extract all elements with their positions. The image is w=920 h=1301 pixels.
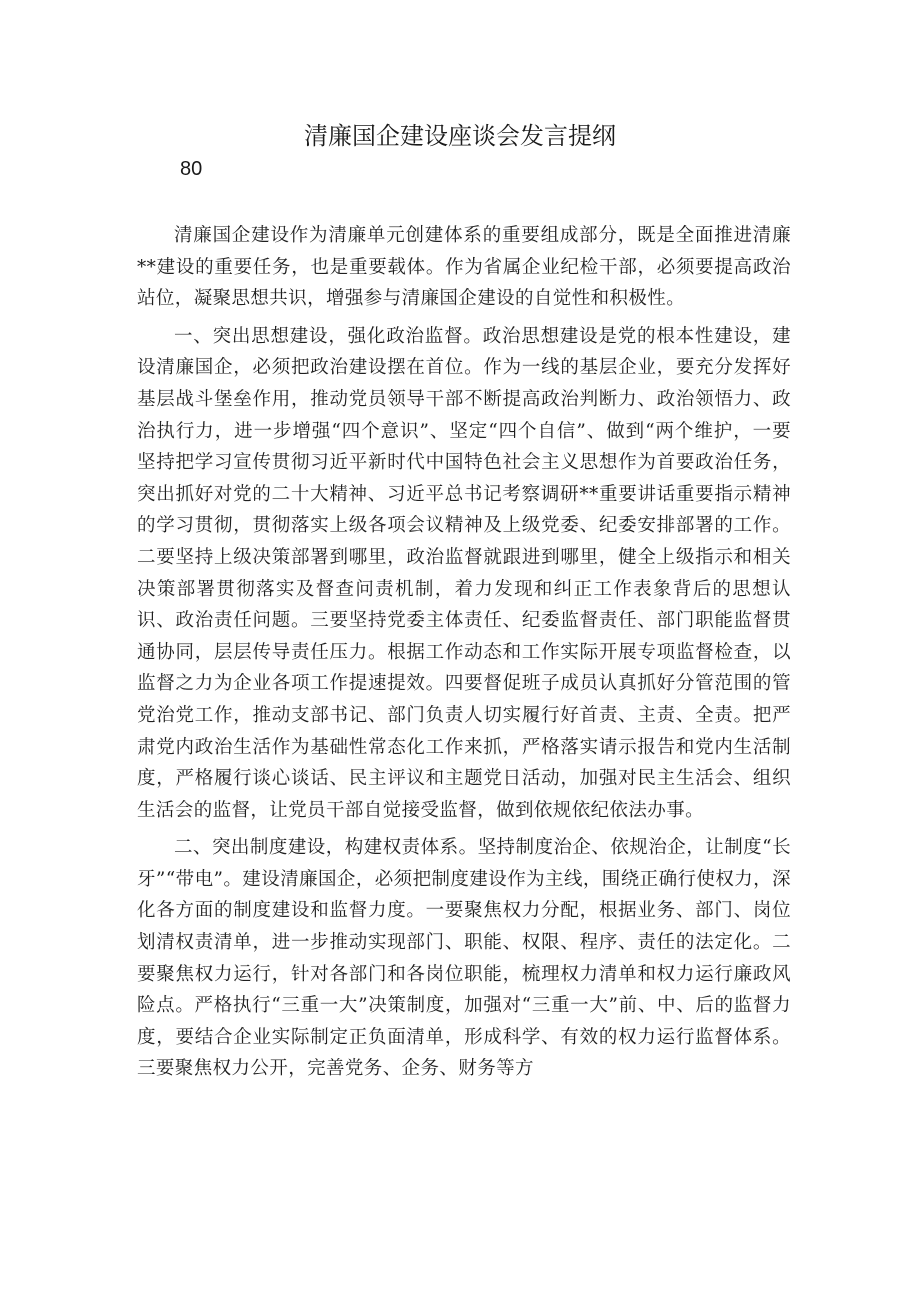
document-body <box>137 220 791 1085</box>
paragraph-section-1: 一、突出思想建设，强化政治监督。政治思想建设是党的根本性建设，建设清廉国企，必须把政治建设摆在首位。作为一线的基层企业，要充分发挥好基层战斗堡垒作用，推动党员领导干部不断提高政治判断力、政治领悟力、政治执行力，进一步增强“四个意识”、坚定“四个自信”、做到“两个维护，一要坚持把学习宣传贯彻习近平新时代中国特色社会主义思想作为首要政治任务，突出抓好对党的二十大精神、习近平总书记考察调研**重要讲话重要指示精神的学习贯彻，贯彻落实上级各项会议精神及上级党委、纪委安排部署的工作。二要坚持上级决策部署到哪里，政治监督就跟进到哪里，健全上级指示和相关决策部署贯彻落实及督查问责机制，着力发现和纠正工作表象背后的思想认识、政治责任问题。三要坚持党委主体责任、纪委监督责任、部门职能监督贯通协同，层层传导责任压力。根据工作动态和工作实际开展专项监督检查，以监督之力为企业各项工作提速提效。四要督促班子成员认真抓好分管范围的管党治党工作，推动支部书记、部门负责人切实履行好首责、主责、全责。把严肃党内政治生活作为基础性常态化工作来抓，严格落实请示报告和党内生活制度，严格履行谈心谈话、民主评议和主题党日活动，加强对民主生活会、组织生活会的监督，让党员干部自觉接受监督，做到依规依纪依法办事。 <box>137 325 791 821</box>
paragraph-intro: 清廉国企建设作为清廉单元创建体系的重要组成部分，既是全面推进清廉**建设的重要任务，也是重要载体。作为省属企业纪检干部，必须要提高政治站位，凝聚思想共识，增强参与清廉国企建设的自觉性和积极性。 <box>137 225 791 310</box>
document-number: 80 <box>180 158 203 180</box>
document-title: 清廉国企建设座谈会发言提纲 <box>304 122 616 150</box>
paragraph-section-2: 二、突出制度建设，构建权责体系。坚持制度治企、依规治企，让制度“长牙”“带电”。建设清廉国企，必须把制度建设作为主线，围绕正确行使权力，深化各方面的制度建设和监督力度。一要聚焦权力分配，根据业务、部门、岗位划清权责清单，进一步推动实现部门、职能、权限、程序、责任的法定化。二要聚焦权力运行，针对各部门和各岗位职能，梳理权力清单和权力运行廉政风险点。严格执行“三重一大”决策制度，加强对“三重一大”前、中、后的监督力度，要结合企业实际制定正负面清单，形成科学、有效的权力运行监督体系。三要聚焦权力公开，完善党务、企务、财务等方 <box>137 837 791 1080</box>
